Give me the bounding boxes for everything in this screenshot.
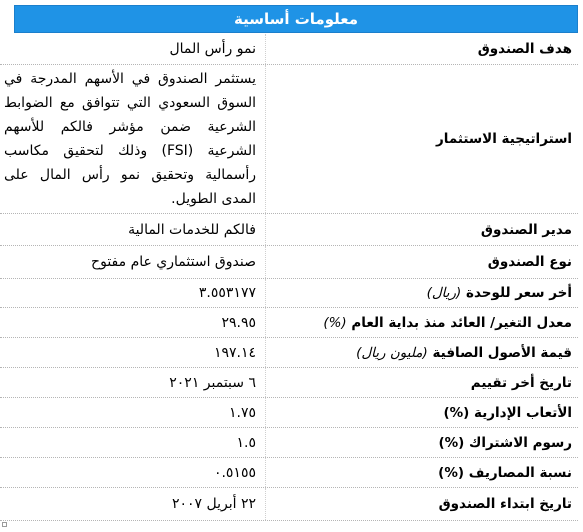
value-text: ١.٧٥ [228,404,256,421]
last-valuation-date-value [0,368,265,397]
value-text: ٣.٥٥٣١٧٧ [198,285,256,301]
value-text: صندوق استثماري عام مفتوح [91,254,256,270]
info-row-subscription-fees [0,428,578,458]
ytd-change-value [0,308,265,337]
unit-text: (%) [438,464,465,481]
fund-type-value [0,246,265,278]
label-text: نسبة المصاريف [468,464,572,481]
info-table [0,34,578,521]
label-text: تاريخ أخر تقييم [470,374,572,391]
table-end-marker [2,522,7,527]
value-text: ١.٥ [236,434,256,451]
label-group [438,465,572,481]
info-row-fund-inception-date [0,488,578,521]
last-unit-price-value [0,279,265,307]
label-text: استراتيجية الاستثمار [435,131,572,147]
value-text: ١٩٧.١٤ [213,344,256,361]
label-text: هدف الصندوق [477,41,572,57]
info-row-net-asset-value [0,338,578,368]
label-text: مدير الصندوق [480,221,572,238]
net-asset-value-label [265,338,578,367]
value-text: ٢٢ أبريل ٢٠٠٧ [171,496,256,512]
label-group [438,435,572,451]
unit-text: (مليون ريال) [356,344,428,361]
label-text: رسوم الاشتراك [469,434,572,451]
info-row-investment-strategy [0,65,578,214]
info-row-last-valuation-date [0,368,578,398]
info-row-expense-ratio [0,458,578,488]
label-text: تاريخ ابتداء الصندوق [438,496,572,512]
fund-manager-label [265,214,578,245]
net-asset-value-value [0,338,265,367]
management-fees-value [0,398,265,427]
expense-ratio-value [0,458,265,487]
label-text: أخر سعر للوحدة [466,285,572,301]
investment-strategy-value [0,65,265,213]
unit-text: (%) [443,404,470,421]
section-header [14,5,578,33]
subscription-fees-value [0,428,265,457]
fund-type-label [265,246,578,278]
info-row-management-fees [0,398,578,428]
fund-inception-date-value [0,488,265,520]
unit-text: (%) [323,314,347,331]
investment-strategy-label [265,65,578,213]
label-text: الأتعاب الإدارية [474,404,572,421]
expense-ratio-label [265,458,578,487]
value-text: فالكم للخدمات المالية [128,221,256,238]
info-row-fund-type [0,246,578,279]
label-group [427,285,572,301]
last-unit-price-label [265,279,578,307]
unit-text: (ريال) [426,285,462,301]
info-row-fund-manager [0,214,578,246]
label-text: معدل التغير/ العائد منذ بداية العام [351,314,572,331]
value-text: ٦ سبتمبر ٢٠٢١ [169,374,256,391]
management-fees-label [265,398,578,427]
value-text: نمو رأس المال [169,41,256,57]
info-row-last-unit-price [0,279,578,308]
unit-text: (%) [438,434,465,451]
last-valuation-date-label [265,368,578,397]
label-group [443,405,572,421]
strategy-paragraph: يستثمر الصندوق في الأسهم المدرجة في السوق السعودي التي تتوافق مع الضوابط الشرعية ضمن مؤشر فالكم للأسهم الشرعية (FSI) وذلك لتحقيق مكاسب رأسمالية وتحقيق نمو رأس المال على المدى الطويل. [4,71,256,207]
value-text: ٠.٥١٥٥ [213,464,256,481]
info-row-ytd-change [0,308,578,338]
fund-inception-date-label [265,488,578,520]
info-row-fund-objective [0,34,578,65]
label-group [323,315,572,331]
fund-objective-label [265,34,578,64]
fund-manager-value [0,214,265,245]
fund-objective-value [0,34,265,64]
label-text: نوع الصندوق [487,254,572,270]
value-text: ٢٩.٩٥ [221,314,256,331]
label-text: قيمة الأصول الصافية [432,344,572,361]
subscription-fees-label [265,428,578,457]
ytd-change-label [265,308,578,337]
label-group [356,345,572,361]
section-title: معلومات أساسية [234,10,358,28]
